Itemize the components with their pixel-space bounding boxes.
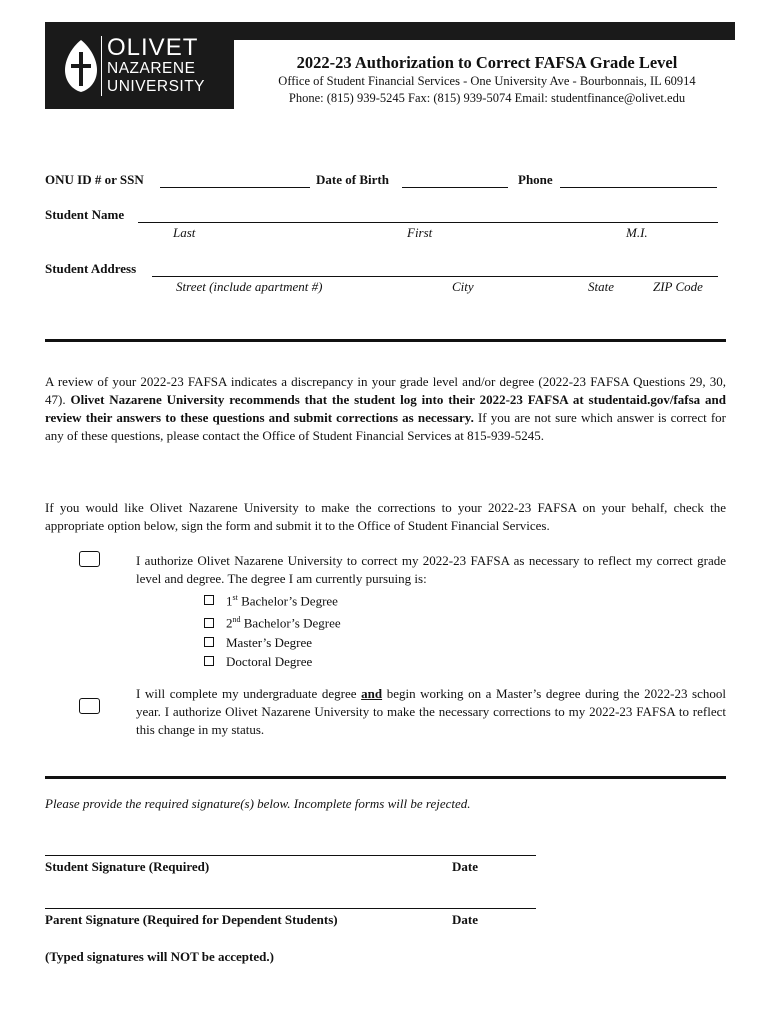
office-address: Office of Student Financial Services - One University Ave - Bourbonnais, IL 60914 (278, 74, 696, 88)
option2-emphasis: and (361, 686, 383, 701)
instructions-paragraph: If you would like Olivet Nazarene University to make the corrections to your 2022-23 FAFSA on your behalf, check the appropriate option below, sign the form and submit it to the Office of Student Financial Services. (45, 500, 726, 533)
office-contact: Phone: (815) 939-5245 Fax: (815) 939-5074 Email: studentfinance@olivet.edu (288, 91, 686, 105)
option1-text: I authorize Olivet Nazarene University to correct my 2022-23 FAFSA as necessary to reflect my correct grade level and degree. The degree I am currently pursuing is: (136, 553, 726, 586)
option2-checkbox[interactable] (79, 698, 100, 714)
intro-paragraph (45, 373, 726, 445)
degree-option-masters[interactable]: Master’s Degree (204, 633, 341, 652)
id-label: ONU ID # or SSN (45, 172, 144, 187)
logo-wordmark-line3: UNIVERSITY (107, 78, 206, 95)
parent-signature-label: Parent Signature (Required for Dependent Students) (45, 912, 338, 927)
addr-street-caption: Street (include apartment #) (176, 279, 323, 294)
degree-checkbox[interactable] (204, 618, 214, 628)
section-divider (45, 339, 726, 342)
parent-signature-field[interactable] (45, 908, 536, 909)
logo-divider (101, 36, 102, 96)
cross-emblem-icon (63, 38, 99, 94)
id-field[interactable] (160, 187, 310, 188)
degree-checkbox[interactable] (204, 595, 214, 605)
typed-signature-note: (Typed signatures will NOT be accepted.) (45, 949, 274, 964)
student-address-label: Student Address (45, 261, 137, 276)
name-last-caption: Last (173, 225, 196, 240)
degree-option-1st-bachelor[interactable]: 1st Bachelor’s Degree (204, 588, 341, 610)
student-date-label: Date (452, 859, 478, 874)
signature-note: Please provide the required signature(s) below. Incomplete forms will be rejected. (45, 796, 471, 811)
student-name-field[interactable] (138, 222, 718, 223)
degree-checkbox[interactable] (204, 637, 214, 647)
student-address-field[interactable] (152, 276, 718, 277)
addr-city-caption: City (452, 279, 474, 294)
intro-text: A review of your 2022-23 FAFSA indicates a discrepancy in your grade level and/or degree (2022-23 FAFSA Questions 29, 30, 47). (45, 374, 726, 407)
logo-wordmark-line1: OLIVET (107, 34, 199, 61)
intro-recommendation: Olivet Nazarene University recommends that the student log into their 2022-23 FAFSA at studentaid.gov/fafsa and review their answers to these questions and submit corrections as necessary. (45, 392, 726, 425)
university-logo (45, 22, 234, 109)
student-name-label: Student Name (45, 207, 125, 222)
phone-field[interactable] (560, 187, 717, 188)
form-title: 2022-23 Authorization to Correct FAFSA Grade Level (296, 53, 678, 72)
degree-option-doctoral[interactable]: Doctoral Degree (204, 652, 341, 671)
dob-label: Date of Birth (316, 172, 389, 187)
degree-checkbox[interactable] (204, 656, 214, 666)
degree-options (204, 588, 341, 671)
option1-checkbox[interactable] (79, 551, 100, 567)
option2-text: I will complete my undergraduate degree and begin working on a Master’s degree during the 2022-23 school year. I authorize Olivet Nazarene University to make the necessary corrections to my 2022-23 FAFSA to reflect this change in my status. (136, 686, 726, 737)
name-mi-caption: M.I. (626, 225, 648, 240)
signature-divider (45, 776, 726, 779)
degree-option-2nd-bachelor[interactable]: 2nd Bachelor’s Degree (204, 610, 341, 632)
logo-wordmark-line2: NAZARENE (107, 60, 196, 77)
student-signature-label: Student Signature (Required) (45, 859, 210, 874)
dob-field[interactable] (402, 187, 508, 188)
intro-contact-text: If you are not sure which answer is correct for any of these questions, please contact the Office of Student Financial Services at 815-939-5245. (45, 410, 726, 443)
addr-state-caption: State (588, 279, 614, 294)
phone-label: Phone (518, 172, 553, 187)
student-signature-field[interactable] (45, 855, 536, 856)
name-first-caption: First (407, 225, 433, 240)
addr-zip-caption: ZIP Code (653, 279, 703, 294)
parent-date-label: Date (452, 912, 478, 927)
